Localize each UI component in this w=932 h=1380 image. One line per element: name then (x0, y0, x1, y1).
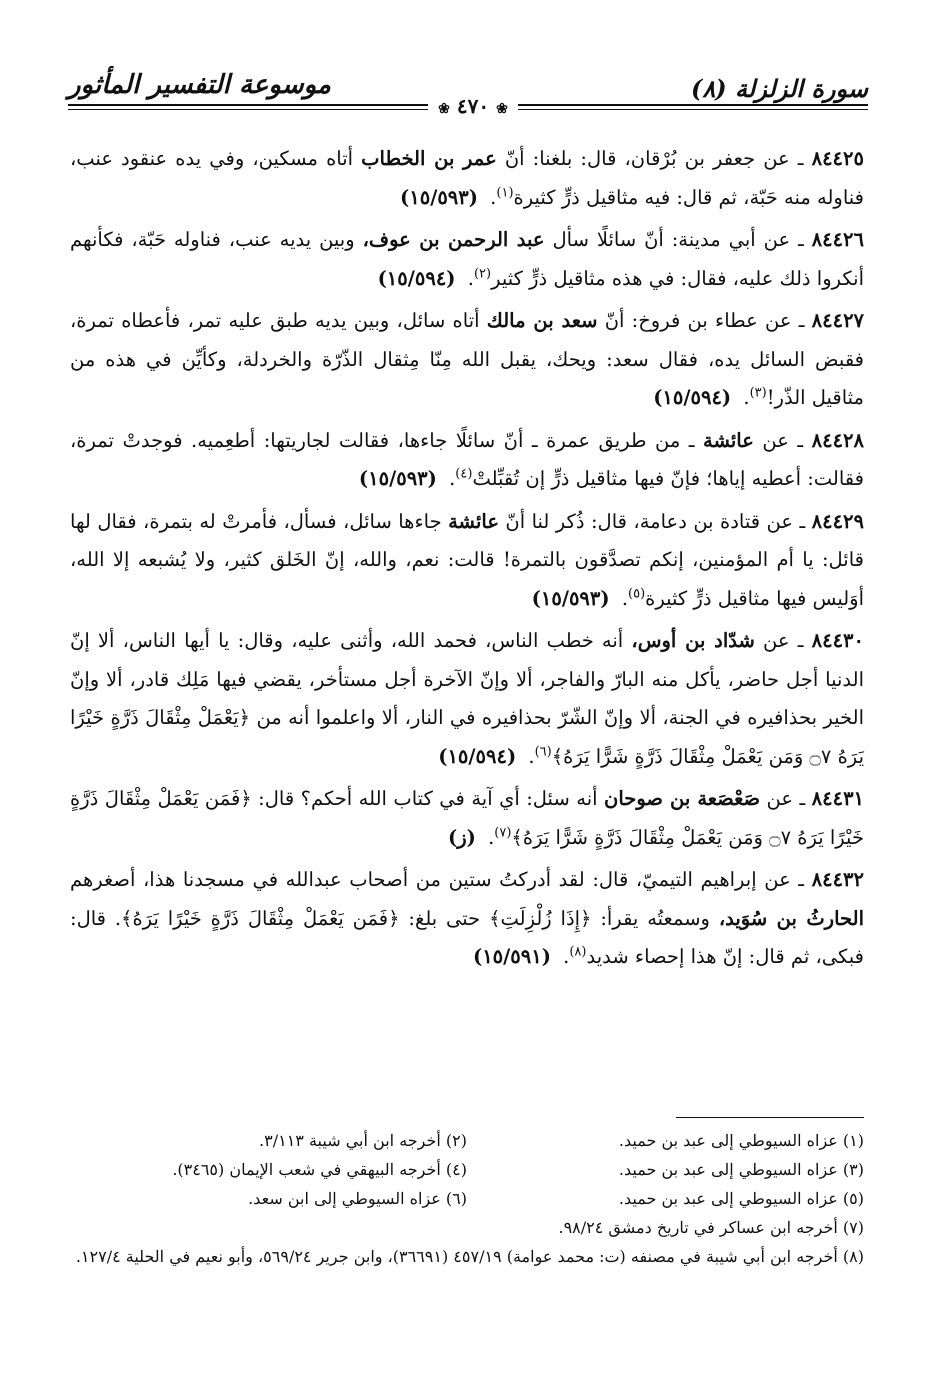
entry-text: ـ عن (763, 629, 804, 652)
hadith-entry (70, 622, 864, 776)
footnote: (٢) أخرجه ابن أبي شيبة ٣/١١٣. (259, 1131, 467, 1150)
footnote-marker: (٣) (749, 385, 767, 401)
volume-reference: (ز) (448, 825, 476, 849)
footnote-row (70, 1155, 864, 1184)
entry-name: الحارثُ بن سُوَيد، (718, 906, 864, 930)
entry-text: . (442, 467, 456, 490)
entry-number: ٨٤٤٢٨ (811, 428, 864, 452)
entry-number: ٨٤٤٢٧ (811, 309, 865, 332)
volume-reference: (١٥/٥٩٣) (358, 467, 437, 490)
entry-name: شدّاد بن أوس، (631, 629, 755, 652)
volume-reference: (١٥/٥٩٤) (377, 266, 456, 290)
entry-text: وبين يديه عنب، فناوله حَبّة، فكأنهم أنكروا ذلك عليه، فقال: في هذه مثاقيل ذرٍّ كثير (70, 228, 864, 290)
footnote-marker: (١) (496, 185, 514, 200)
entry-number: ٨٤٤٢٦ (811, 228, 865, 251)
footnote: (١) عزاه السيوطي إلى عبد بن حميد. (618, 1131, 864, 1150)
volume-reference: (١٥/٥٩١) (472, 945, 551, 968)
series-title: موسوعة التفسير المأثور (68, 70, 331, 100)
volume-reference: (١٥/٥٩٣) (531, 586, 610, 610)
footnote: (٨) أخرجه ابن أبي شيبة في مصنفه (ت: محمد عوامة) ٤٥٧/١٩ (٣٦٦٩١)، وابن جرير ٥٦٩/٢٤، وأبو نعيم في الحلية ١٢٧/٤. (75, 1247, 864, 1266)
footnote-separator (676, 1117, 864, 1118)
hadith-entry (70, 503, 864, 619)
footnotes (70, 1126, 864, 1271)
entry-text: وسمعتُه يقرأ: ﴿إِذَا زُلْزِلَتِ﴾ حتى بلغ: ﴿فَمَن يَعْمَلْ مِثْقَالَ ذَرَّةٍ خَيْرًا يَرَهُ﴾. قال: فبكى، ثم قال: إنّ هذا إحصاء شديد (70, 906, 864, 968)
volume-reference: (١٥/٥٩٤) (438, 744, 517, 768)
footnote: (٥) عزاه السيوطي إلى عبد بن حميد. (618, 1189, 864, 1208)
hadith-entry (70, 302, 864, 418)
entry-text: ـ من طريق عمرة ـ أنّ سائلًا جاءها، فقالت لجاريتها: أطعِميه. فوجدتْ تمرة، فقالت: أعطيه إياها؛ فإنّ فيها مثاقيل ذرٍّ إن تُقبِّلتْ (70, 428, 864, 490)
surah-title: سورة الزلزلة (٨) (691, 74, 868, 103)
entry-number: ٨٤٤٢٥ (811, 147, 864, 170)
entry-text: . (556, 945, 570, 968)
entry-name: عبد الرحمن بن عوف، (362, 228, 545, 251)
footnote: (٧) أخرجه ابن عساكر في تاريخ دمشق ٩٨/٢٤. (558, 1218, 864, 1237)
footnote: (٦) عزاه السيوطي إلى ابن سعد. (248, 1189, 467, 1208)
entry-text: . (483, 185, 497, 209)
footnote-row (70, 1184, 864, 1213)
footnote-marker: (٨) (569, 944, 587, 960)
entry-name: صَعْصَعة بن صوحان (604, 787, 761, 810)
entry-number: ٨٤٤٣١ (811, 787, 865, 810)
ornament-icon: ❀ (438, 101, 450, 117)
entry-text: ـ عن إبراهيم التيميّ، قال: لقد أدركتُ ستين من أصحاب عبدالله في مسجدنا هذا، أصغرهم (70, 868, 805, 891)
entry-text: ـ عن جعفر بن بُرْقان، قال: بلغنا: أنّ (504, 147, 804, 170)
hadith-entry (70, 780, 864, 857)
volume-reference: (١٥/٥٩٤) (653, 386, 732, 409)
entry-number: ٨٤٤٣٠ (811, 629, 864, 652)
entry-text: ـ عن أبي مدينة: أنّ سائلًا سأل (552, 228, 804, 251)
entry-text: ـ عن قتادة بن دعامة، قال: ذُكر لنا أنّ (505, 509, 806, 533)
page-number: ٤٧٠ (456, 94, 490, 118)
entry-name: عائشة (448, 509, 499, 533)
entry-text: أنه سئل: أي آية في كتاب الله أحكم؟ قال: ﴿فَمَن يَعْمَلْ مِثْقَالَ ذَرَّةٍ خَيْرًا يَرَهُ ۝٧ وَمَن يَعْمَلْ مِثْقَالَ ذَرَّةٍ شَرًّا يَرَهُ﴾ (70, 787, 864, 849)
entry-name: عمر بن الخطاب (361, 147, 497, 170)
entry-text: جاءها سائل، فسأل، فأمرتْ له بتمرة، فقال لها قائل: يا أم المؤمنين، إنكم تصدَّقون بالتمرة! قالت: نعم، والله، إنّ الخَلق كثير، ولا يُشبعه إلا الله، أوَليس فيها مثاقيل ذرٍّ كثيرة (70, 509, 864, 610)
footnote: (٣) عزاه السيوطي إلى عبد بن حميد. (618, 1160, 864, 1179)
entry-text: ـ عن (762, 428, 804, 452)
entry-text: أتاه مسكين، وفي يده عنقود عنب، فناوله منه حَبّة، ثم قال: فيه مثاقيل ذرٍّ كثيرة (70, 147, 864, 209)
entry-text: أنه خطب الناس، فحمد الله، وأثنى عليه، وقال: يا أيها الناس، ألا إنّ الدنيا أجل حاضر، يأكل منه البارّ والفاجر، ألا وإنّ الآخرة أجل مستأخر، يقضي فيها مَلِك قادر، ألا وإنّ الخير بحذافيره في الجنة، ألا وإنّ الشّرّ بحذافيره في النار، ألا واعلموا أنه من ﴿يَعْمَلْ مِثْقَالَ ذَرَّةٍ خَيْرًا يَرَهُ ۝٧ وَمَن يَعْمَلْ مِثْقَالَ ذَرَّةٍ شَرًّا يَرَهُ﴾ (70, 629, 864, 768)
entry-name: عائشة (703, 428, 754, 452)
entry-text: . (522, 744, 535, 768)
main-text (70, 140, 864, 981)
hadith-entry (70, 221, 864, 298)
page-number-box (428, 94, 518, 118)
entry-name: سعد بن مالك (486, 309, 598, 332)
ornament-icon: ❀ (496, 101, 508, 117)
hadith-entry (70, 140, 864, 217)
footnote-marker: (٦) (534, 744, 552, 759)
footnote-marker: (٥) (628, 586, 646, 601)
entry-text: . (481, 825, 495, 849)
entry-text: ـ عن عطاء بن فروخ: أنّ (604, 309, 805, 332)
footnote-marker: (٤) (455, 466, 473, 482)
hadith-entry (70, 422, 864, 499)
volume-reference: (١٥/٥٩٣) (400, 185, 478, 209)
footnote-marker: (٢) (473, 266, 492, 281)
entry-text: . (461, 266, 474, 290)
entry-number: ٨٤٤٣٢ (811, 868, 864, 891)
hadith-entry (70, 861, 864, 977)
entry-number: ٨٤٤٢٩ (811, 509, 864, 533)
footnote: (٤) أخرجه البيهقي في شعب الإيمان (٣٤٦٥). (172, 1160, 467, 1179)
footnote-marker: (٧) (494, 825, 512, 840)
page-header (68, 68, 868, 118)
entry-text: أتاه سائل، وبين يديه طبق عليه تمر، فأعطاه تمرة، فقبض السائل يده، فقال سعد: ويحك، يقبل الله مِنّا مِثقال الذّرّة والخردلة، وكأيِّن في هذه من مثاقيل الذّر! (70, 309, 864, 409)
entry-text: ـ عن (766, 787, 806, 810)
entry-text: . (737, 386, 750, 409)
footnote-row (70, 1126, 864, 1155)
entry-text: . (615, 586, 629, 610)
